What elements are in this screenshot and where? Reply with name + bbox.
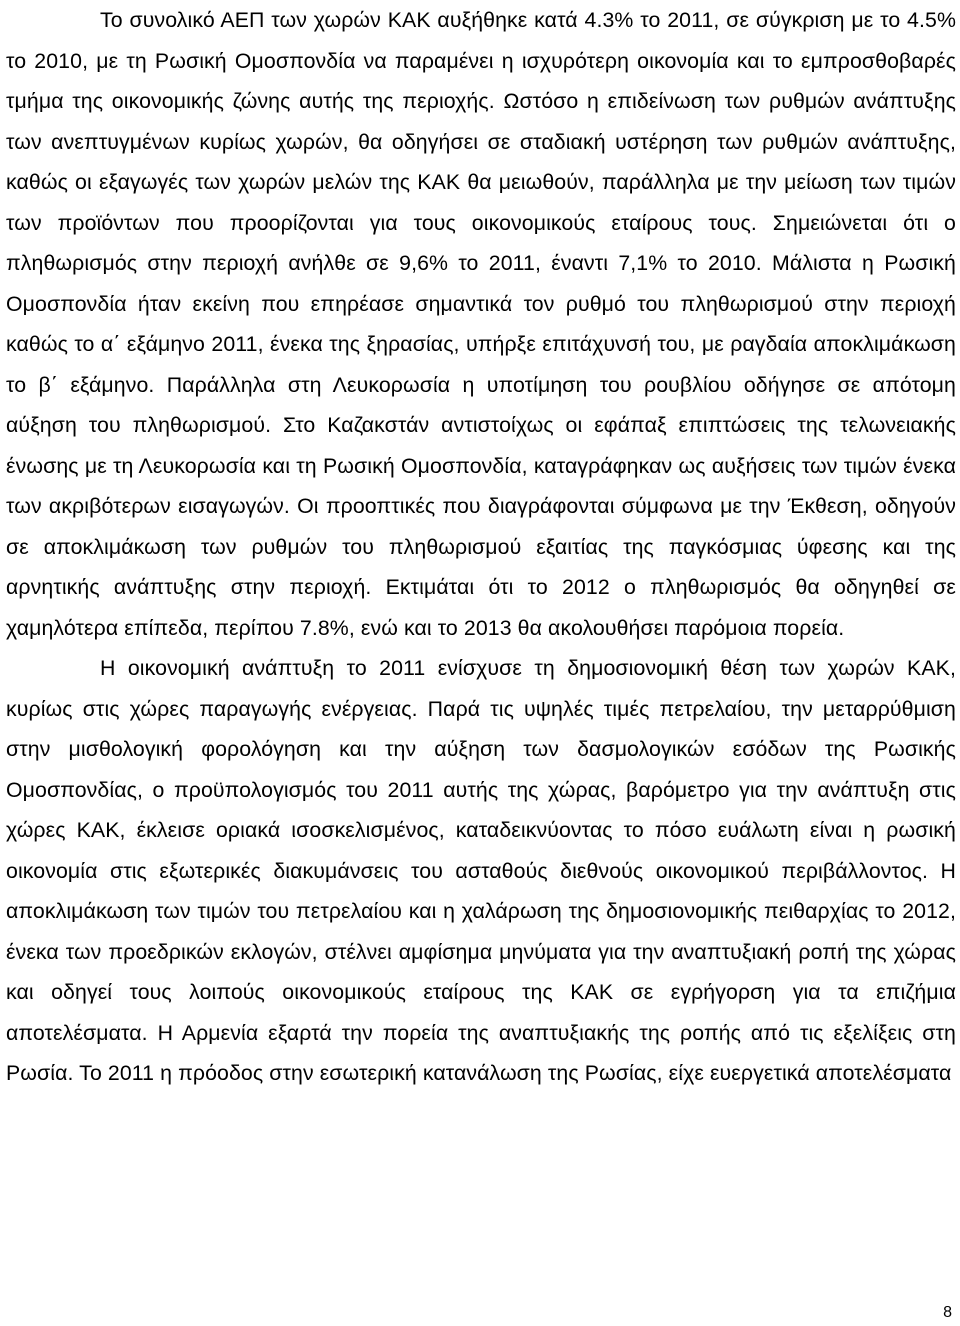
document-body [6,0,956,1094]
paragraph-2: Η οικονομική ανάπτυξη το 2011 ενίσχυσε τη δημοσιονομική θέση των χωρών ΚΑΚ, κυρίως στις χώρες παραγωγής ενέργειας. Παρά τις υψηλές τιμές πετρελαίου, την μεταρρύθμιση στην μισθολογική φορολόγηση και την αύξηση των δασμολογικών εσόδων της Ρωσικής Ομοσπονδίας, ο προϋπολογισμός του 2011 αυτής της χώρας, βαρόμετρο για την ανάπτυξη στις χώρες ΚΑΚ, έκλεισε οριακά ισοσκελισμένος, καταδεικνύοντας το πόσο ευάλωτη είναι η ρωσική οικονομία στις εξωτερικές διακυμάνσεις του ασταθούς διεθνούς οικονομικού περιβάλλοντος. Η αποκλιμάκωση των τιμών του πετρελαίου και η χαλάρωση της δημοσιονομικής πειθαρχίας το 2012, ένεκα των προεδρικών εκλογών, στέλνει αμφίσημα μηνύματα για την αναπτυξιακή ροπή της χώρας και οδηγεί τους λοιπούς οικονομικούς εταίρους της ΚΑΚ σε εγρήγορση για τα επιζήμια αποτελέσματα. Η Αρμενία εξαρτά την πορεία της αναπτυξιακής της ροπής από τις εξελίξεις στη Ρωσία. Το 2011 η πρόοδος στην εσωτερική κατανάλωση της Ρωσίας, είχε ευεργετικά αποτελέσματα [6,656,956,1085]
page-number: 8 [943,1304,952,1321]
paragraph-1: Το συνολικό ΑΕΠ των χωρών ΚΑΚ αυξήθηκε κατά 4.3% το 2011, σε σύγκριση με το 4.5% το 2010, με τη Ρωσική Ομοσπονδία να παραμένει η ισχυρότερη οικονομία και το εμπροσθοβαρές τμήμα της οικονομικής ζώνης αυτής της περιοχής. Ωστόσο η επιδείνωση των ρυθμών ανάπτυξης των ανεπτυγμένων κυρίως χωρών, θα οδηγήσει σε σταδιακή υστέρηση των ρυθμών ανάπτυξης, καθώς οι εξαγωγές των χωρών μελών της ΚΑΚ θα μειωθούν, παράλληλα με την μείωση των τιμών των προϊόντων που προορίζονται για τους οικονομικούς εταίρους τους. Σημειώνεται ότι ο πληθωρισμός στην περιοχή ανήλθε σε 9,6% το 2011, έναντι 7,1% το 2010. Μάλιστα η Ρωσική Ομοσπονδία ήταν εκείνη που επηρέασε σημαντικά τον ρυθμό του πληθωρισμού στην περιοχή καθώς το α΄ εξάμηνο 2011, ένεκα της ξηρασίας, υπήρξε επιτάχυνσή του, με ραγδαία αποκλιμάκωση το β΄ εξάμηνο. Παράλληλα στη Λευκορωσία η υποτίμηση του ρουβλίου οδήγησε σε απότομη αύξηση του πληθωρισμού. Στο Καζακστάν αντιστοίχως οι εφάπαξ επιπτώσεις της τελωνειακής ένωσης με τη Λευκορωσία και τη Ρωσική Ομοσπονδία, καταγράφηκαν ως αυξήσεις των τιμών ένεκα των ακριβότερων εισαγωγών. Οι προοπτικές που διαγράφονται σύμφωνα με την Έκθεση, οδηγούν σε αποκλιμάκωση των ρυθμών του πληθωρισμού εξαιτίας της παγκόσμιας ύφεσης και της αρνητικής ανάπτυξης στην περιοχή. Εκτιμάται ότι το 2012 ο πληθωρισμός θα οδηγηθεί σε χαμηλότερα επίπεδα, περίπου 7.8%, ενώ και το 2013 θα ακολουθήσει παρόμοια πορεία. [6,8,956,640]
